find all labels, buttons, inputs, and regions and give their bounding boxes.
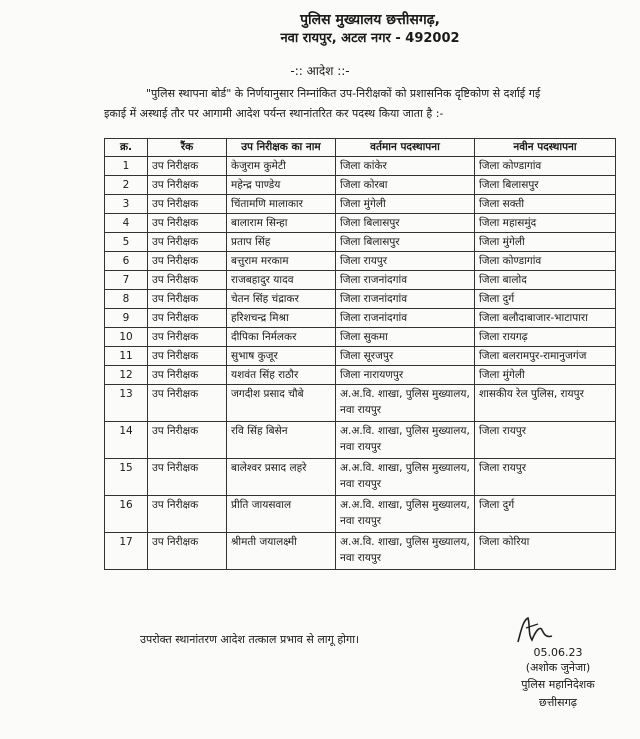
cell-officer-name: सुभाष कुजूर (227, 347, 336, 366)
cell-current-posting: अ.अ.वि. शाखा, पुलिस मुख्यालय, नवा रायपुर (336, 385, 475, 422)
cell-rank: उप निरीक्षक (148, 366, 227, 385)
cell-rank: उप निरीक्षक (148, 271, 227, 290)
cell-rank: उप निरीक्षक (148, 157, 227, 176)
cell-officer-name: प्रताप सिंह (227, 233, 336, 252)
cell-officer-name: जगदीश प्रसाद चौबे (227, 385, 336, 422)
col-header-current-posting: वर्तमान पदस्थापना (336, 139, 475, 157)
cell-officer-name: बालेश्वर प्रसाद लहरे (227, 459, 336, 496)
cell-rank: उप निरीक्षक (148, 252, 227, 271)
cell-officer-name: राजबहादुर यादव (227, 271, 336, 290)
cell-rank: उप निरीक्षक (148, 195, 227, 214)
cell-serial: 9 (105, 309, 148, 328)
cell-officer-name: रवि सिंह बिसेन (227, 422, 336, 459)
cell-new-posting: जिला कोरिया (475, 533, 616, 570)
table-row (105, 233, 616, 252)
cell-serial: 5 (105, 233, 148, 252)
cell-current-posting: जिला कोरबा (336, 176, 475, 195)
cell-current-posting: जिला राजनांदगांव (336, 290, 475, 309)
table-row (105, 422, 616, 459)
col-header-new-posting: नवीन पदस्थापना (475, 139, 616, 157)
table-header-row (105, 139, 616, 157)
table-row (105, 214, 616, 233)
table-row (105, 290, 616, 309)
cell-new-posting: जिला बिलासपुर (475, 176, 616, 195)
table-row (105, 271, 616, 290)
intro-line-2: इकाई में अस्थाई तौर पर आगामी आदेश पर्यन्त स्थानांतरित कर पदस्थ किया जाता है :- (104, 107, 444, 120)
signatory-title: पुलिस महानिदेशक (521, 678, 595, 691)
cell-serial: 11 (105, 347, 148, 366)
col-header-rank: रैंक (148, 139, 227, 157)
table-row (105, 252, 616, 271)
cell-rank: उप निरीक्षक (148, 176, 227, 195)
col-header-name: उप निरीक्षक का नाम (227, 139, 336, 157)
cell-serial: 8 (105, 290, 148, 309)
signature-date: 05.06.23 (533, 646, 583, 659)
order-title: -:: आदेश ::- (290, 64, 350, 78)
cell-rank: उप निरीक्षक (148, 328, 227, 347)
cell-current-posting: अ.अ.वि. शाखा, पुलिस मुख्यालय, नवा रायपुर (336, 459, 475, 496)
cell-new-posting: जिला बलरामपुर-रामानुजगंज (475, 347, 616, 366)
cell-new-posting: जिला बालोद (475, 271, 616, 290)
cell-current-posting: जिला मुंगेली (336, 195, 475, 214)
cell-new-posting: जिला रायपुर (475, 459, 616, 496)
cell-rank: उप निरीक्षक (148, 496, 227, 533)
table-row (105, 347, 616, 366)
cell-new-posting: जिला रायपुर (475, 422, 616, 459)
effective-note: उपरोक्त स्थानांतरण आदेश तत्काल प्रभाव से लागू होगा। (140, 633, 360, 646)
cell-officer-name: बत्तुराम मरकाम (227, 252, 336, 271)
cell-new-posting: जिला मुंगेली (475, 366, 616, 385)
cell-officer-name: दीपिका निर्मलकर (227, 328, 336, 347)
cell-current-posting: अ.अ.वि. शाखा, पुलिस मुख्यालय, नवा रायपुर (336, 496, 475, 533)
cell-rank: उप निरीक्षक (148, 214, 227, 233)
cell-serial: 14 (105, 422, 148, 459)
cell-serial: 1 (105, 157, 148, 176)
cell-rank: उप निरीक्षक (148, 309, 227, 328)
cell-current-posting: जिला कांकेर (336, 157, 475, 176)
cell-current-posting: अ.अ.वि. शाखा, पुलिस मुख्यालय, नवा रायपुर (336, 533, 475, 570)
table-row (105, 157, 616, 176)
cell-officer-name: केजुराम कुमेटी (227, 157, 336, 176)
cell-rank: उप निरीक्षक (148, 422, 227, 459)
table-body (105, 157, 616, 570)
cell-officer-name: चेतन सिंह चंद्राकर (227, 290, 336, 309)
cell-officer-name: प्रीति जायसवाल (227, 496, 336, 533)
office-address: नवा रायपुर, अटल नगर - 492002 (280, 31, 460, 46)
cell-current-posting: जिला सूरजपुर (336, 347, 475, 366)
cell-new-posting: जिला दुर्ग (475, 290, 616, 309)
cell-new-posting: जिला मुंगेली (475, 233, 616, 252)
cell-current-posting: जिला सुकमा (336, 328, 475, 347)
intro-paragraph (104, 84, 636, 124)
cell-current-posting: जिला राजनांदगांव (336, 309, 475, 328)
letterhead (0, 10, 640, 48)
table-row (105, 328, 616, 347)
cell-rank: उप निरीक्षक (148, 347, 227, 366)
cell-current-posting: जिला नारायणपुर (336, 366, 475, 385)
cell-current-posting: जिला बिलासपुर (336, 214, 475, 233)
signatory-state: छत्तीसगढ़ (539, 696, 577, 709)
transfer-table (104, 138, 616, 570)
cell-serial: 6 (105, 252, 148, 271)
cell-current-posting: जिला बिलासपुर (336, 233, 475, 252)
cell-new-posting: जिला रायगढ़ (475, 328, 616, 347)
cell-new-posting: जिला महासमुंद (475, 214, 616, 233)
cell-officer-name: यशवंत सिंह राठौर (227, 366, 336, 385)
cell-rank: उप निरीक्षक (148, 290, 227, 309)
cell-officer-name: हरिशचन्द्र मिश्रा (227, 309, 336, 328)
cell-serial: 13 (105, 385, 148, 422)
cell-new-posting: जिला कोण्डागांव (475, 157, 616, 176)
cell-officer-name: श्रीमती जयालक्ष्मी (227, 533, 336, 570)
table-row (105, 176, 616, 195)
cell-current-posting: जिला राजनांदगांव (336, 271, 475, 290)
cell-new-posting: जिला सक्ती (475, 195, 616, 214)
cell-rank: उप निरीक्षक (148, 385, 227, 422)
handwritten-signature (488, 616, 628, 644)
cell-new-posting: शासकीय रेल पुलिस, रायपुर (475, 385, 616, 422)
table-row (105, 385, 616, 422)
signatory-name: (अशोक जुनेजा) (525, 661, 591, 674)
cell-rank: उप निरीक्षक (148, 459, 227, 496)
intro-line-1: "पुलिस स्थापना बोर्ड" के निर्णयानुसार निम्नांकित उप-निरीक्षकों को प्रशासनिक दृष्टिकोण से दर्शाई गई (146, 87, 541, 100)
cell-serial: 16 (105, 496, 148, 533)
cell-serial: 7 (105, 271, 148, 290)
table-row (105, 309, 616, 328)
cell-officer-name: बालाराम सिन्हा (227, 214, 336, 233)
cell-current-posting: अ.अ.वि. शाखा, पुलिस मुख्यालय, नवा रायपुर (336, 422, 475, 459)
cell-serial: 4 (105, 214, 148, 233)
cell-serial: 3 (105, 195, 148, 214)
cell-rank: उप निरीक्षक (148, 233, 227, 252)
table-row (105, 195, 616, 214)
cell-new-posting: जिला कोण्डागांव (475, 252, 616, 271)
cell-new-posting: जिला दुर्ग (475, 496, 616, 533)
cell-rank: उप निरीक्षक (148, 533, 227, 570)
col-header-serial: क्र. (105, 139, 148, 157)
table-row (105, 496, 616, 533)
cell-serial: 12 (105, 366, 148, 385)
table-row (105, 533, 616, 570)
cell-serial: 2 (105, 176, 148, 195)
cell-current-posting: जिला रायपुर (336, 252, 475, 271)
cell-officer-name: चिंतामणि मालाकार (227, 195, 336, 214)
cell-officer-name: महेन्द्र पाण्डेय (227, 176, 336, 195)
cell-serial: 15 (105, 459, 148, 496)
cell-serial: 10 (105, 328, 148, 347)
table-row (105, 459, 616, 496)
cell-new-posting: जिला बलौदाबाजार-भाटापारा (475, 309, 616, 328)
cell-serial: 17 (105, 533, 148, 570)
signature-block (488, 616, 628, 712)
table-row (105, 366, 616, 385)
office-name: पुलिस मुख्यालय छत्तीसगढ़, (300, 12, 440, 28)
